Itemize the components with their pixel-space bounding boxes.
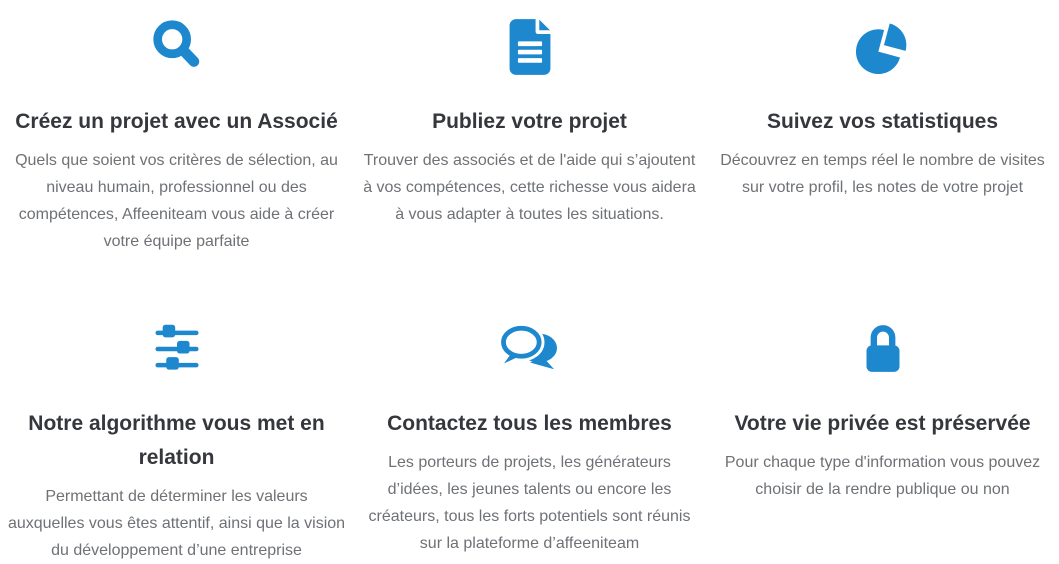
feature-description: Quels que soient vos critères de sélection, au niveau humain, professionnel ou des compétences, Affeeniteam vous aide à créer votre équipe parfaite: [15, 152, 338, 250]
feature-card-privacy: [706, 317, 1059, 564]
pie-chart-icon: [854, 15, 912, 79]
comments-icon: [499, 317, 561, 381]
feature-description: Permettant de déterminer les valeurs auxquelles vous êtes attentif, ainsi que la vision du développement d’une entreprise: [7, 488, 346, 559]
feature-card-algorithm: [0, 317, 353, 564]
feature-description: Pour chaque type d'information vous pouvez choisir de la rendre publique ou non: [724, 454, 1041, 498]
feature-description: Les porteurs de projets, les générateurs d’idées, les jeunes talents ou encore les créateurs, tous les forts potentiels sont réunis sur la plateforme d’affeeniteam: [368, 454, 691, 552]
feature-title: Notre algorithme vous met en relation: [28, 412, 325, 469]
feature-card-contact-members: [353, 317, 706, 564]
feature-title: Publiez votre projet: [432, 110, 627, 133]
feature-title: Créez un projet avec un Associé: [15, 110, 338, 133]
file-text-icon: [504, 15, 556, 79]
feature-description: Trouver des associés et de l'aide qui s’ajoutent à vos compétences, cette richesse vous aidera à vous adapter à toutes les situations.: [363, 152, 696, 223]
feature-title: Votre vie privée est préservée: [734, 412, 1031, 435]
feature-title: Suivez vos statistiques: [766, 110, 999, 133]
feature-title: Contactez tous les membres: [387, 412, 672, 435]
search-icon: [148, 15, 206, 79]
feature-card-create-project: [0, 15, 353, 255]
feature-description: Découvrez en temps réel le nombre de visites sur votre profil, les notes de votre projet: [720, 152, 1045, 196]
feature-card-publish-project: [353, 15, 706, 255]
feature-card-statistics: [706, 15, 1059, 255]
lock-icon: [861, 317, 905, 381]
sliders-icon: [150, 317, 204, 381]
